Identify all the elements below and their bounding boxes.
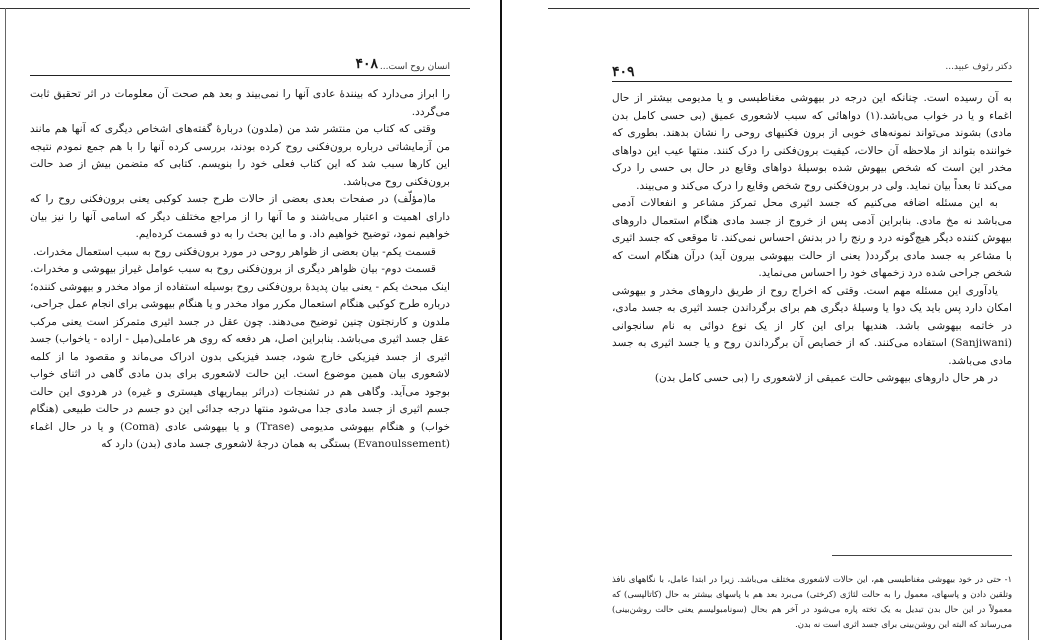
footnote-rule xyxy=(832,555,1012,556)
page-edge xyxy=(1028,8,1029,640)
right-body-text xyxy=(612,90,1012,388)
paragraph: قسمت دوم- بیان ظواهر دیگری از برون‌فکنی روح به سبب عوامل غیراز بیهوشی و مخدرات. اینک مبحث یکم - یعنی بیان پدیدهٔ برون‌فکنی روح بوسیله استفاده از مواد مخدر و بیهوشی کننده؛ درباره طرح کوکبی هنگام استعمال مکرر مواد مخدر و یا هنگام بیهوشی برای انجام عمل جراحی، ملدون و کارنجتون چنین توضیح می‌دهند. چون عقل در جسد اثیری متمرکز است یعنی مرکب عقل جسد اثیری می‌باشد. بنابراین اصل، هر دفعه که روی هر عاملی(میل - اراده - یاخواب) جسد اثیری از جسد فیزیکی خارج شود، جسد فیزیکی بدون ادراک می‌ماند و مقصود ما از کلمه لاشعوری بیان همین موضوع است. این حالت لاشعوری برای بدن مادی گاهی در اثنای خواب بوجود می‌آید. وگاهی هم در تشنجات (دراثر بیماریهای هیستری و غیره) در هردوی این حالت جسم اثیری از جسد مادی جدا می‌شود منتها درجه جدائی این دو جسم در حالت طبیعی (هنگام خواب) و هنگام بیهوشی مدیومی (Trase) و یا بیهوشی عادی (Coma) و یا در حال اغماء (Evanoulssement) بستگی به همان درجهٔ لاشعوری جسد مادی (بدن) دارد که xyxy=(30,263,450,450)
paragraph: ما(مؤلّف) در صفحات بعدی بعضی از حالات طرح جسد کوکبی یعنی برون‌فکنی روح را که دارای اهمیت و اعتبار می‌باشند و ما آنها را از مراجع مختلف دیگر که اسامی آنها را نیز بیان خواهیم نمود، توضیح خواهیم داد. و ما این بحث را به دو قسمت کرده‌ایم. xyxy=(30,193,450,240)
paragraph: به آن رسیده است. چنانکه این درجه در بیهوشی مغناطیسی و یا مدیومی بیشتر از حال اغماء و یا در خواب می‌باشد.(۱) دواهائی که سبب لاشعوری عمیق (بی حسی کامل بدن مادی) بشوند می‌تواند نمونه‌های خوبی از برون فکنیهای روحی را نشان بدهند. بطوری که خواننده بتواند از ملاحظه آن حالات، کیفیت برون‌فکنی را درک کنند. منتها عیب این دواهای مخدر این است که شخص بیهوش شده بوسیلهٔ دواهای وقایع در حال بی حسی را درک می‌کند تا بعداً بیان نماید. ولی در برون‌فکنی روح شخص وقایع را درک می‌کند و می‌بیند. xyxy=(612,92,1012,192)
binding-gutter xyxy=(500,0,502,640)
left-body-text xyxy=(30,86,450,454)
page-header xyxy=(30,54,450,74)
page-number: ۴۰۸ xyxy=(355,56,378,72)
left-page xyxy=(0,0,478,640)
paragraph: وقتی که کتاب من منتشر شد من (ملدون) دربارهٔ گفته‌های اشخاص دیگری که آنها هم مانند من آزمایشاتی درباره برون‌فکنی روح کرده بودند، بررسی کرده آنها را با هم جمع نمودم نتیجه این کارها سبب شد که این کتاب فعلی خود را بنویسم. کتابی که متضمن بیش از صد حالت برون‌فکنی روح می‌باشد. xyxy=(30,123,450,188)
page-header xyxy=(612,54,1012,80)
page-edge xyxy=(5,8,6,640)
top-rule xyxy=(548,8,1039,9)
header-rule xyxy=(612,81,1012,82)
paragraph: به این مسئله اضافه می‌کنیم که جسد اثیری محل تمرکز مشاعر و انفعالات آدمی می‌باشد نه مخ مادی. بنابراین آدمی پس از خروج از جسد مادی هنگام استعمال داروهای بیهوش کننده دیگر هیچ‌گونه درد و رنج را در بدنش احساس نمی‌کند. تا موقعی که جسد اثیری با مشاعر به جسد مادی برگردد( یعنی از حالت بیهوشی بیرون آید) درآن هنگام است که شخص جراحی شده درد زخمهای خود را احساس می‌نماید. xyxy=(612,197,1012,279)
header-rule xyxy=(30,75,450,76)
header-title: انسان روح است... xyxy=(379,62,450,72)
header-title: دکتر رئوف عبید... xyxy=(945,62,1012,72)
right-page xyxy=(520,0,1039,640)
footnote: ۱- حتی در خود بیهوشی مغناطیسی هم، این حالات لاشعوری مختلف می‌باشد. زیرا در ابتدا عامل، با نگاههای نافذ وتلقین دادن و پاسهای، معمول را به حالت لثاژی (کرختی) می‌برد بعد هم با پاسهای بیشتر به حال (کاتالپسی) که معمولاً در این حال بدن تبدیل به یک تخته پاره می‌شود در آخر هم بحال (سونامبولیسم یعنی حالت روشن‌بینی) می‌رساند که البته این روشن‌بینی برای جسد اثری است نه بدن. xyxy=(612,574,1012,629)
paragraph: در هر حال داروهای بیهوشی حالت عمیقی از لاشعوری را (بی حسی کامل بدن) xyxy=(654,372,998,384)
top-rule xyxy=(0,8,470,9)
paragraph: یادآوری این مسئله مهم است. وقتی که اخراج روح از طریق داروهای مخدر و بیهوشی امکان دارد پس باید یک دوا یا وسیلهٔ دیگری هم برای برگرداندن جسد اثیری به جسد مادی، در خاتمه بیهوشی باشد. هندیها برای این کار از یک نوع دوائی به نام سانجوانی (Sanjiwani) استفاده می‌کنند. که از خصایص آن برگرداندن روح و یا جسد اثیری به جسد مادی می‌باشد. xyxy=(612,284,1012,367)
page-number: ۴۰۹ xyxy=(612,64,635,80)
paragraph: را ابراز می‌دارد که بینندهٔ عادی آنها را نمی‌بیند و بعد هم صحت آن معلومات در اثر تحقیق ثابت می‌گردد. xyxy=(30,88,450,118)
paragraph: قسمت یکم- بیان بعضی از ظواهر روحی در مورد برون‌فکنی روح به سبب استعمال مخدرات. xyxy=(32,245,436,258)
